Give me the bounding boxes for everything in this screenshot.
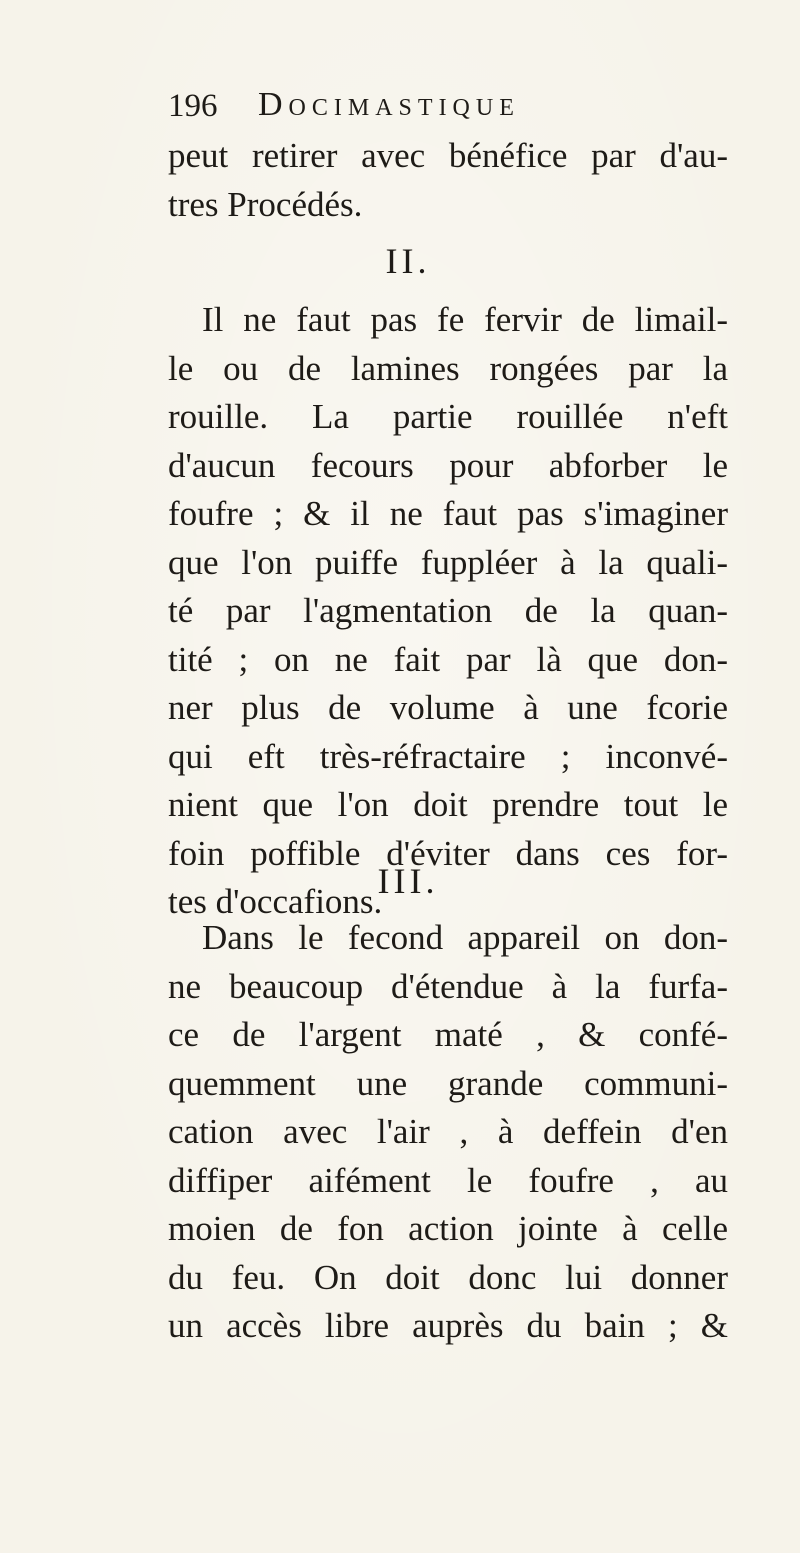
section-number-3: III.: [377, 861, 439, 901]
text-line: té par l'agmentation de la quan-: [168, 591, 728, 630]
section-2-paragraph: [168, 296, 728, 927]
text-line: un accès libre auprès du bain ; &: [168, 1306, 728, 1345]
text-line: nient que l'on doit prendre tout le: [168, 785, 728, 824]
text-line: tes d'occafions.: [168, 882, 383, 921]
text-line: ce de l'argent maté , & confé-: [168, 1015, 728, 1054]
text-line: d'aucun fecours pour abforber le: [168, 445, 728, 485]
text-line: quemment une grande communi-: [168, 1063, 728, 1103]
section-3-paragraph: [168, 914, 728, 1351]
text-line: le ou de lamines rongées par la: [168, 348, 728, 388]
opening-paragraph: [168, 132, 728, 229]
text-line: ner plus de volume à une fcorie: [168, 688, 728, 727]
text-line: qui eft très-réfractaire ; inconvé-: [168, 736, 728, 776]
text-line: Il ne faut pas fe fervir de limail-: [202, 300, 728, 339]
text-line: foufre ; & il ne faut pas s'imaginer: [168, 494, 728, 533]
text-line: rouille. La partie rouillée n'eft: [168, 397, 728, 436]
text-line: Dans le fecond appareil on don-: [202, 918, 728, 957]
text-line: cation avec l'air , à deffein d'en: [168, 1112, 728, 1151]
running-head: [168, 84, 688, 130]
text-line: tres Procédés.: [168, 184, 363, 224]
page-number: 196: [168, 88, 218, 124]
text-line: peut retirer avec bénéfice par d'au-: [168, 136, 728, 175]
text-line: foin poffible d'éviter dans ces for-: [168, 833, 728, 873]
text-line: moien de fon action jointe à celle: [168, 1209, 728, 1248]
text-line: que l'on puiffe fuppléer à la quali-: [168, 542, 728, 582]
text-line: diffiper aifément le foufre , au: [168, 1160, 728, 1200]
running-head-title: Docimastique: [258, 86, 520, 123]
section-number-2: II.: [385, 241, 431, 281]
text-line: tité ; on ne fait par là que don-: [168, 639, 728, 679]
text-line: du feu. On doit donc lui donner: [168, 1257, 728, 1297]
text-line: ne beaucoup d'étendue à la furfa-: [168, 966, 728, 1006]
